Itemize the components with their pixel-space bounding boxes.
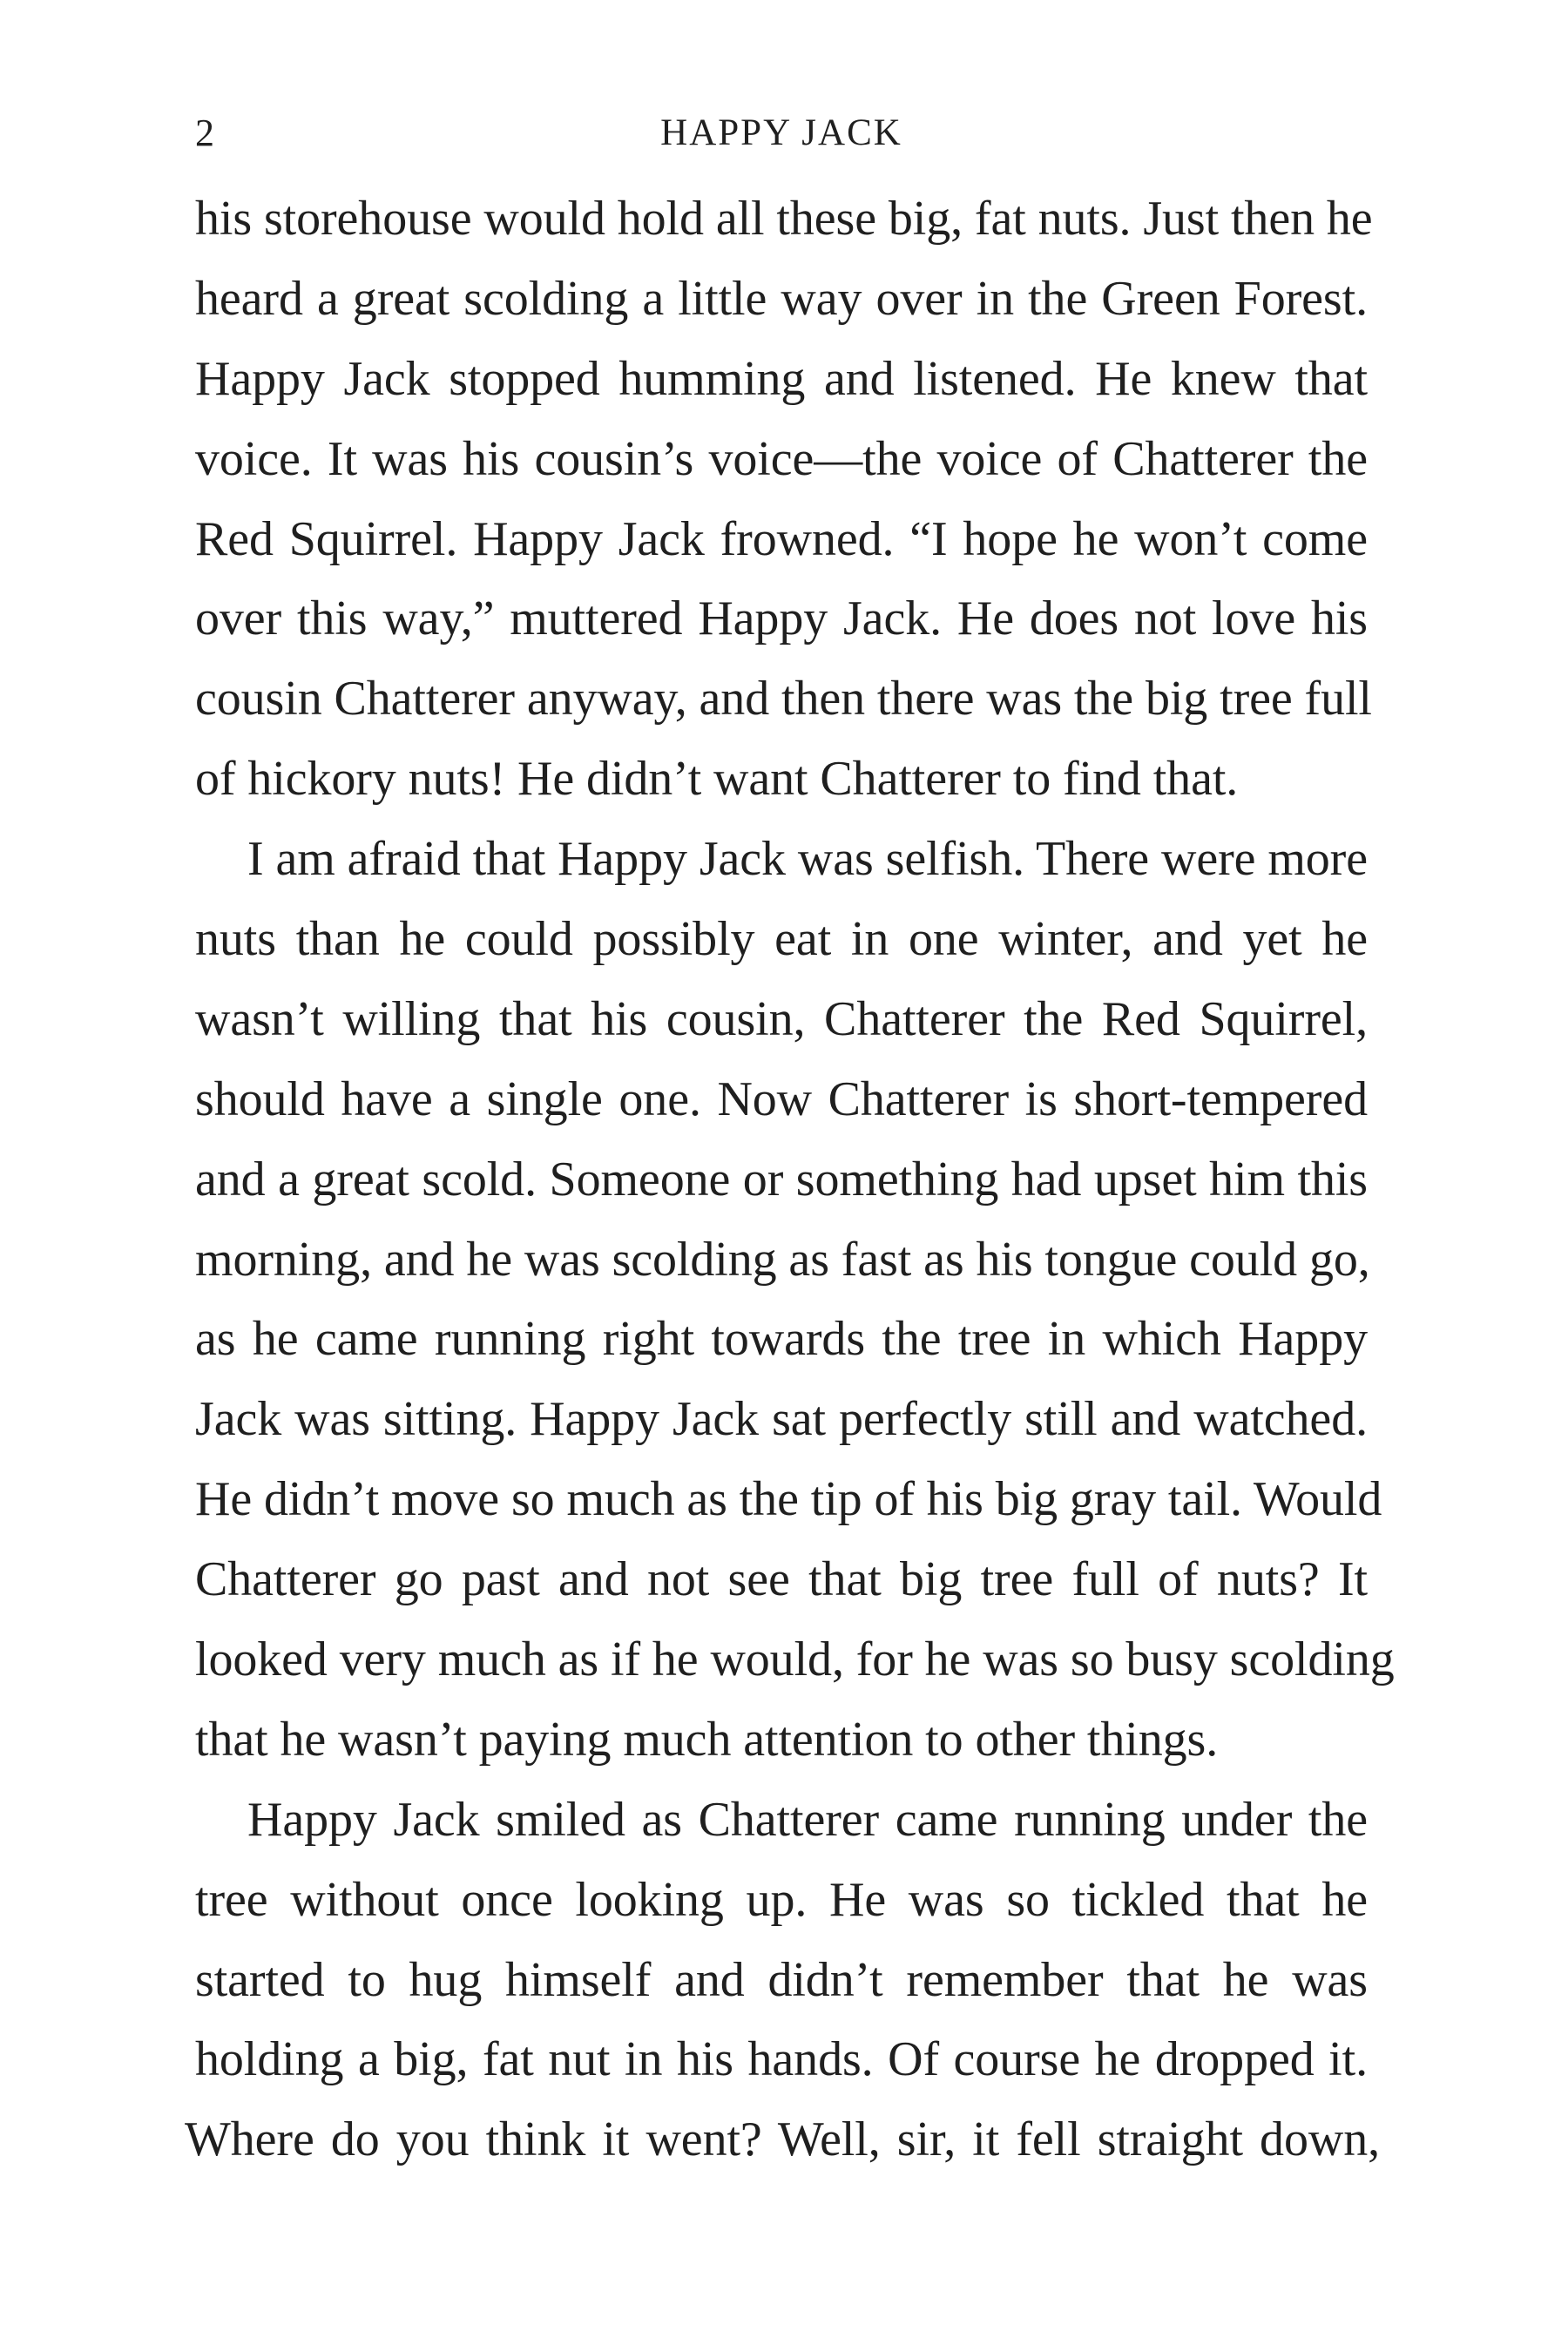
text-line: Where do you think it went? Well, sir, it fell straight down,: [185, 2112, 1380, 2167]
text-line: over this way,” muttered Happy Jack. He does not love his: [195, 591, 1368, 646]
text-line: Jack was sitting. Happy Jack sat perfectly still and watched.: [195, 1392, 1368, 1447]
text-line: nuts than he could possibly eat in one winter, and yet he: [195, 912, 1368, 967]
text-line: cousin Chatterer anyway, and then there was the big tree full: [195, 672, 1372, 727]
text-line: as he came running right towards the tree in which Happy: [195, 1312, 1368, 1367]
text-line: looked very much as if he would, for he was so busy scolding: [195, 1632, 1395, 1687]
text-line: heard a great scolding a little way over in the Green Forest.: [195, 271, 1368, 326]
text-line: tree without once looking up. He was so tickled that he: [195, 1872, 1368, 1927]
body-text: [185, 179, 1395, 2180]
page-number: 2: [195, 112, 215, 154]
text-line: wasn’t willing that his cousin, Chatterer the Red Squirrel,: [195, 991, 1368, 1046]
text-line: holding a big, fat nut in his hands. Of course he dropped it.: [195, 2032, 1368, 2087]
text-line: morning, and he was scolding as fast as his tongue could go,: [195, 1232, 1370, 1287]
text-line: voice. It was his cousin’s voice—the voice of Chatterer the: [195, 431, 1368, 486]
text-line: He didn’t move so much as the tip of his big gray tail. Would: [195, 1472, 1382, 1527]
text-line: Chatterer go past and not see that big tree full of nuts? It: [195, 1552, 1368, 1607]
text-line: should have a single one. Now Chatterer is short-tempered: [195, 1071, 1368, 1126]
text-line: and a great scold. Someone or something had upset him this: [195, 1152, 1368, 1206]
paragraph-first-line: I am afraid that Happy Jack was selfish. There were more: [247, 832, 1368, 887]
text-line: of hickory nuts! He didn’t want Chatterer to find that.: [195, 752, 1239, 807]
running-title: HAPPY JACK: [660, 112, 902, 153]
running-header: [195, 103, 1368, 164]
text-line: that he wasn’t paying much attention to other things.: [195, 1712, 1219, 1767]
text-line: Red Squirrel. Happy Jack frowned. “I hope he won’t come: [195, 511, 1368, 566]
text-line: Happy Jack stopped humming and listened. He knew that: [195, 351, 1368, 406]
text-line: his storehouse would hold all these big, fat nuts. Just then he: [195, 192, 1373, 246]
text-line: started to hug himself and didn’t remember that he was: [195, 1952, 1368, 2007]
paragraph-first-line: Happy Jack smiled as Chatterer came running under the: [247, 1792, 1368, 1847]
